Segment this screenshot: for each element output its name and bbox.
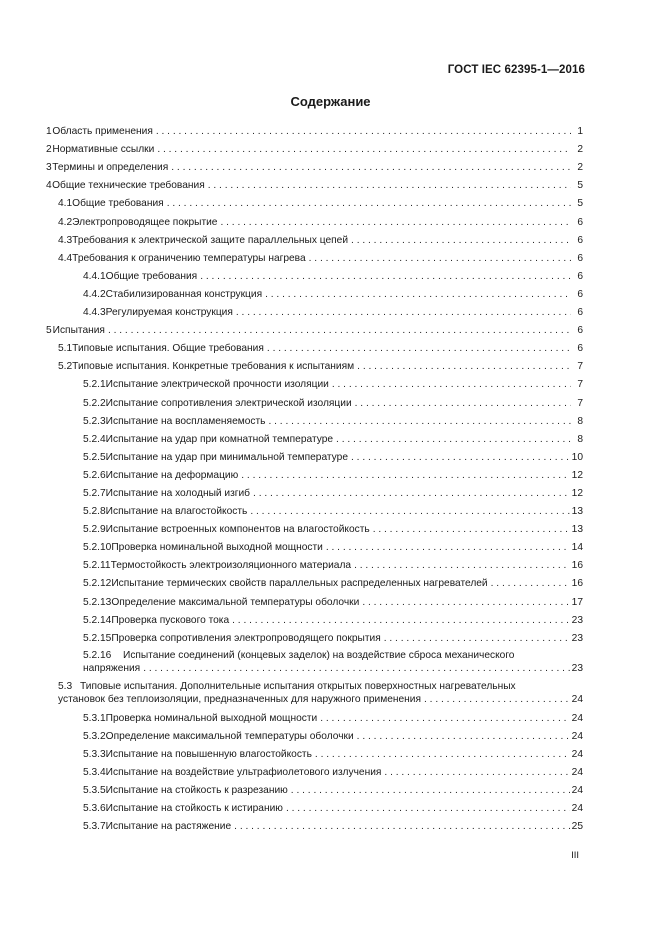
toc-entry-number: 5.2.16	[83, 649, 112, 661]
toc-entry-number: 2	[46, 144, 52, 156]
dot-leader	[236, 307, 571, 318]
toc-entry-page: 24	[571, 712, 583, 724]
dot-leader	[267, 343, 571, 354]
toc-entry-page: 6	[577, 288, 583, 300]
dot-leader	[354, 560, 570, 571]
toc-entry-label: Стабилизированная конструкция	[105, 288, 263, 300]
toc-entry-number: 5.3.4	[83, 767, 106, 779]
dot-leader	[241, 470, 569, 481]
toc-entry-label: Требования к ограничению температуры нагрева	[72, 252, 306, 264]
toc-entry-page: 6	[577, 216, 583, 228]
toc-entry[interactable]	[46, 445, 583, 463]
toc-entry-label: Испытание на воспламеняемость	[105, 415, 266, 427]
toc-entry[interactable]	[46, 499, 583, 517]
toc-entry-label: Испытание на удар при минимальной температуре	[105, 451, 348, 463]
toc-entry-label: Нормативные ссылки	[52, 144, 155, 156]
dot-leader	[250, 506, 569, 517]
toc-entry-number: 4.4.2	[83, 288, 106, 300]
toc-entry-page: 5	[577, 180, 583, 192]
toc-entry-number: 5.2.7	[83, 487, 106, 499]
toc-entry-label: Испытание на повышенную влагостойкость	[105, 749, 312, 760]
toc-entry-number: 5.3.5	[83, 785, 106, 797]
toc-entry[interactable]	[46, 589, 583, 607]
toc-entry[interactable]	[46, 409, 583, 427]
toc-entry[interactable]	[46, 300, 583, 318]
toc-entry-label: Термины и определения	[52, 162, 169, 174]
toc-entry-label: Типовые испытания. Конкретные требования к испытаниям	[72, 361, 355, 373]
toc-entry-page: 1	[577, 126, 583, 138]
toc-entry-number: 5.2.2	[83, 397, 106, 409]
toc-entry[interactable]	[46, 481, 583, 499]
toc-entry-number: 4.3	[58, 234, 73, 246]
toc-entry-page: 23	[571, 662, 583, 674]
toc-entry-page: 13	[571, 506, 583, 518]
dot-leader	[373, 524, 570, 535]
toc-entry-label: Испытание на растяжение	[105, 821, 232, 833]
dot-leader	[220, 217, 571, 228]
toc-entry[interactable]	[46, 553, 583, 571]
toc-entry-label: Термостойкость электроизоляционного материала	[110, 560, 352, 572]
page-title: Содержание	[290, 94, 371, 109]
page-number: III	[571, 850, 579, 861]
toc-entry-page: 7	[577, 361, 583, 373]
toc-entry-number: 5.2.3	[83, 415, 106, 427]
toc-entry[interactable]	[46, 427, 583, 445]
dot-leader	[232, 615, 570, 626]
toc-entry-number: 5.2.9	[83, 524, 106, 536]
toc-entry[interactable]	[46, 778, 583, 796]
toc-entry-label: Общие технические требования	[52, 180, 205, 192]
dot-leader	[253, 488, 570, 499]
toc-entry[interactable]	[46, 535, 583, 553]
toc-entry-number: 5.3.1	[83, 712, 106, 724]
toc-entry[interactable]	[46, 246, 583, 264]
toc-entry-label: Регулируемая конструкция	[105, 307, 233, 319]
toc-entry-label: Испытания	[52, 325, 105, 337]
toc-entry-label: Испытание встроенных компонентов на влагостойкость	[105, 524, 370, 536]
toc-entry-label: Испытание электрической прочности изоляции	[105, 379, 329, 391]
toc-entry-number: 5.2.4	[83, 433, 106, 445]
toc-entry-label: Область применения	[52, 126, 153, 138]
toc-entry-label: Испытание соединений (концевых заделок) на воздействие сброса механического	[123, 649, 515, 661]
toc-entry-number: 5.2.5	[83, 451, 106, 463]
dot-leader	[208, 180, 571, 191]
toc-entry-number: 5.2.6	[83, 469, 106, 481]
toc-entry-number: 5.2.13	[83, 596, 112, 608]
toc-entry-page: 8	[577, 415, 583, 427]
dot-leader	[234, 821, 570, 832]
table-of-contents	[46, 119, 583, 832]
toc-entry-page: 12	[571, 487, 583, 499]
toc-entry-label: Испытание на стойкость к истиранию	[105, 803, 283, 815]
toc-entry-number: 5.3	[58, 680, 73, 692]
toc-entry-page: 14	[571, 542, 583, 554]
toc-entry[interactable]	[46, 463, 583, 481]
dot-leader	[156, 126, 571, 137]
toc-entry-number: 3	[46, 162, 52, 174]
toc-entry-number: 5.3.6	[83, 803, 106, 815]
toc-entry[interactable]	[46, 372, 583, 390]
toc-entry-page: 2	[577, 144, 583, 156]
toc-entry[interactable]	[46, 644, 583, 675]
toc-entry-page: 6	[577, 270, 583, 282]
toc-entry-label: Испытание сопротивления электрической изоляции	[105, 397, 352, 409]
toc-entry-number: 5.3.3	[83, 749, 106, 760]
toc-entry-number: 4.1	[58, 198, 73, 210]
toc-entry-number: 4.4.1	[83, 270, 106, 282]
toc-entry-number: 1	[46, 126, 52, 138]
toc-entry-page: 23	[571, 614, 583, 626]
dot-leader	[357, 731, 570, 742]
toc-entry[interactable]	[46, 354, 583, 372]
toc-entry-label: Электропроводящее покрытие	[72, 216, 218, 228]
toc-entry[interactable]	[46, 318, 583, 336]
dot-leader	[351, 235, 571, 246]
toc-entry-number: 5.2.14	[83, 614, 112, 626]
toc-entry-number: 5.2	[58, 361, 73, 373]
toc-entry-page: 24	[571, 730, 583, 742]
toc-entry-page: 17	[571, 596, 583, 608]
toc-entry[interactable]	[46, 209, 583, 227]
toc-entry-label-continued: напряжения	[83, 662, 141, 674]
dot-leader	[167, 198, 571, 209]
toc-entry-number: 5.2.11	[83, 560, 111, 572]
toc-entry-label: Требования к электрической защите параллельных цепей	[72, 234, 349, 246]
toc-entry-label: Проверка пускового тока	[111, 614, 230, 626]
dot-leader	[265, 289, 571, 300]
toc-entry-number: 5.1	[58, 343, 73, 355]
toc-entry[interactable]	[46, 724, 583, 742]
dot-leader	[351, 452, 570, 463]
toc-entry-page: 8	[577, 433, 583, 445]
toc-entry-page: 2	[577, 162, 583, 174]
dot-leader	[309, 253, 571, 264]
dot-leader	[326, 542, 570, 553]
toc-entry-label: Общие требования	[72, 198, 164, 210]
dot-leader	[315, 749, 570, 760]
dot-leader	[268, 416, 571, 427]
dot-leader	[336, 434, 571, 445]
toc-entry-page: 7	[577, 379, 583, 391]
toc-entry-page: 6	[577, 307, 583, 319]
toc-entry-label: Проверка сопротивления электропроводящего покрытия	[111, 632, 381, 644]
dot-leader	[320, 713, 569, 724]
dot-leader	[424, 693, 570, 706]
toc-entry-number: 4.4.3	[83, 307, 106, 319]
toc-entry[interactable]	[46, 137, 583, 155]
dot-leader	[108, 325, 571, 336]
toc-entry-label: Испытание на воздействие ультрафиолетового излучения	[105, 767, 382, 779]
toc-entry-number: 5.3.2	[83, 730, 106, 742]
toc-entry[interactable]	[46, 228, 583, 246]
dot-leader	[200, 271, 571, 282]
toc-entry-page: 24	[571, 767, 583, 779]
toc-entry-label: Испытание на влагостойкость	[105, 506, 248, 518]
dot-leader	[355, 398, 571, 409]
toc-entry[interactable]	[46, 336, 583, 354]
toc-entry-label: Испытание на удар при комнатной температуре	[105, 433, 334, 445]
toc-entry-label: Типовые испытания. Дополнительные испытания открытых поверхностных нагревательных	[80, 680, 516, 692]
toc-entry-number: 5.2.8	[83, 506, 106, 518]
toc-entry-label: Проверка номинальной выходной мощности	[105, 712, 318, 724]
toc-entry[interactable]	[46, 119, 583, 137]
toc-entry-number: 5	[46, 325, 52, 337]
toc-entry-page: 10	[571, 451, 583, 463]
toc-entry-page: 24	[571, 693, 583, 705]
toc-entry[interactable]	[46, 155, 583, 173]
toc-entry-page: 24	[571, 749, 583, 760]
dot-leader	[157, 144, 571, 155]
dot-leader	[171, 162, 571, 173]
toc-entry-label-continued: установок без теплоизоляции, предназначенных для наружного применения	[58, 693, 421, 705]
toc-entry[interactable]	[46, 675, 583, 706]
toc-entry[interactable]	[46, 760, 583, 778]
toc-entry-page: 6	[577, 325, 583, 337]
toc-entry[interactable]	[46, 706, 583, 724]
toc-entry[interactable]	[46, 264, 583, 282]
toc-entry-label: Испытание на холодный изгиб	[105, 487, 251, 499]
toc-entry[interactable]	[46, 608, 583, 626]
toc-entry-page: 6	[577, 343, 583, 355]
toc-entry-page: 7	[577, 397, 583, 409]
dot-leader	[357, 361, 571, 372]
dot-leader	[362, 597, 569, 608]
toc-entry-number: 4.4	[58, 252, 73, 264]
toc-entry[interactable]	[46, 191, 583, 209]
toc-entry-label: Определение максимальной температуры оболочки	[111, 596, 360, 608]
dot-leader	[143, 662, 569, 675]
toc-entry-page: 13	[571, 524, 583, 536]
toc-entry-page: 25	[571, 821, 583, 833]
dot-leader	[291, 785, 570, 796]
toc-entry-page: 23	[571, 632, 583, 644]
toc-entry-label: Испытание на деформацию	[105, 469, 239, 481]
toc-entry-page: 12	[571, 469, 583, 481]
dot-leader	[384, 633, 570, 644]
toc-entry[interactable]	[46, 571, 583, 589]
toc-entry-number: 5.2.15	[83, 632, 112, 644]
toc-entry-page: 5	[577, 198, 583, 210]
dot-leader	[384, 767, 569, 778]
toc-entry[interactable]	[46, 814, 583, 832]
dot-leader	[332, 379, 571, 390]
toc-entry-label: Общие требования	[105, 270, 198, 282]
toc-entry-label: Определение максимальной температуры оболочки	[105, 730, 354, 742]
toc-entry[interactable]	[46, 742, 583, 760]
toc-entry[interactable]	[46, 626, 583, 644]
toc-entry-page: 6	[577, 234, 583, 246]
toc-entry-number: 5.3.7	[83, 821, 106, 833]
toc-entry-page: 24	[571, 803, 583, 815]
toc-entry[interactable]	[46, 796, 583, 814]
toc-entry[interactable]	[46, 282, 583, 300]
toc-entry-label: Типовые испытания. Общие требования	[72, 343, 264, 355]
toc-entry-page: 6	[577, 252, 583, 264]
dot-leader	[286, 803, 570, 814]
toc-entry-label: Испытание термических свойств параллельных распределенных нагревателей	[111, 578, 488, 590]
toc-entry[interactable]	[46, 173, 583, 191]
document-header: ГОСТ IEC 62395-1—2016	[447, 64, 585, 76]
toc-entry[interactable]	[46, 390, 583, 408]
toc-entry-page: 24	[571, 785, 583, 797]
toc-entry-label: Проверка номинальной выходной мощности	[111, 542, 323, 554]
toc-entry-number: 5.2.10	[83, 542, 112, 554]
dot-leader	[491, 578, 570, 589]
toc-entry-label: Испытание на стойкость к разрезанию	[105, 785, 288, 797]
toc-entry-page: 16	[571, 578, 583, 590]
toc-entry[interactable]	[46, 517, 583, 535]
toc-entry-page: 16	[571, 560, 583, 572]
toc-entry-number: 5.2.12	[83, 578, 112, 590]
toc-entry-number: 4.2	[58, 216, 73, 228]
toc-entry-number: 4	[46, 180, 52, 192]
toc-entry-number: 5.2.1	[83, 379, 106, 391]
